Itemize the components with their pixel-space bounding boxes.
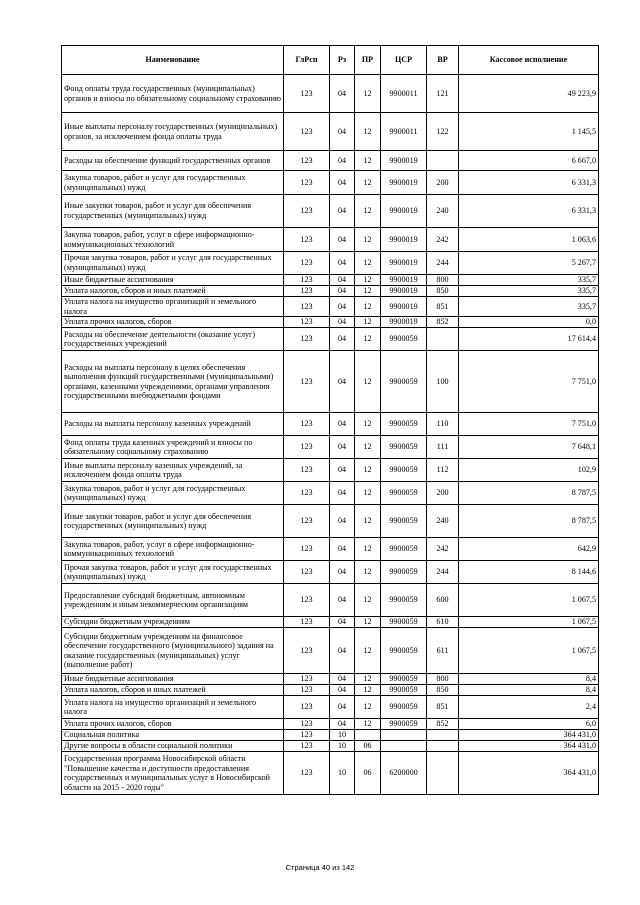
cell-amount: 8,4 [459, 674, 599, 685]
cell-amount: 5 267,7 [459, 252, 599, 275]
cell-name: Иные закупки товаров, работ и услуг для обеспечения государственных (муниципальных) нужд [62, 505, 284, 538]
cell-glrsp: 123 [284, 584, 330, 617]
cell-name: Иные бюджетные ассигнования [62, 674, 284, 685]
cell-rz: 04 [330, 171, 355, 195]
cell-rz: 04 [330, 252, 355, 275]
cell-vr [427, 328, 459, 351]
cell-vr: 800 [427, 275, 459, 286]
cell-csr: 9900059 [381, 538, 427, 561]
cell-amount: 8 787,5 [459, 505, 599, 538]
cell-amount: 102,9 [459, 459, 599, 482]
cell-rz: 04 [330, 317, 355, 328]
cell-pr: 12 [355, 482, 381, 505]
cell-rz: 04 [330, 286, 355, 297]
cell-rz: 04 [330, 275, 355, 286]
cell-vr [427, 730, 459, 741]
cell-amount: 1 067,5 [459, 628, 599, 674]
cell-amount: 335,7 [459, 275, 599, 286]
cell-glrsp: 123 [284, 413, 330, 436]
cell-name: Уплата налогов, сборов и иных платежей [62, 685, 284, 696]
cell-name: Фонд оплаты труда казенных учреждений и взносы по обязательному социальному страхованию [62, 436, 284, 459]
cell-vr: 242 [427, 538, 459, 561]
cell-glrsp: 123 [284, 228, 330, 252]
cell-name: Расходы на выплаты персоналу казенных учреждений [62, 413, 284, 436]
cell-pr: 12 [355, 436, 381, 459]
cell-name: Закупка товаров, работ и услуг для государственных (муниципальных) нужд [62, 171, 284, 195]
cell-rz: 04 [330, 351, 355, 413]
cell-rz: 04 [330, 674, 355, 685]
cell-vr: 610 [427, 617, 459, 628]
cell-name: Расходы на обеспечение деятельности (оказание услуг) государственных учреждений [62, 328, 284, 351]
cell-pr: 12 [355, 505, 381, 538]
cell-glrsp: 123 [284, 297, 330, 317]
cell-vr: 852 [427, 719, 459, 730]
cell-pr: 12 [355, 617, 381, 628]
table-header-row [62, 46, 599, 75]
cell-amount: 335,7 [459, 297, 599, 317]
cell-amount: 2,4 [459, 696, 599, 719]
cell-amount: 335,7 [459, 286, 599, 297]
header-csr: ЦСР [381, 46, 427, 75]
cell-csr: 9900019 [381, 195, 427, 228]
cell-glrsp: 123 [284, 252, 330, 275]
cell-amount: 7 751,0 [459, 413, 599, 436]
cell-csr: 9900059 [381, 413, 427, 436]
cell-csr: 9900019 [381, 275, 427, 286]
cell-csr: 9900059 [381, 351, 427, 413]
cell-csr: 9900019 [381, 171, 427, 195]
cell-name: Иные закупки товаров, работ и услуг для обеспечения государственных (муниципальных) нужд [62, 195, 284, 228]
cell-glrsp: 123 [284, 275, 330, 286]
cell-amount: 1 067,5 [459, 584, 599, 617]
cell-pr: 12 [355, 459, 381, 482]
cell-rz: 04 [330, 696, 355, 719]
cell-amount: 8 787,5 [459, 482, 599, 505]
cell-name: Прочая закупка товаров, работ и услуг для государственных (муниципальных) нужд [62, 561, 284, 584]
cell-name: Уплата прочих налогов, сборов [62, 317, 284, 328]
table-row [62, 617, 599, 628]
cell-glrsp: 123 [284, 436, 330, 459]
table-row [62, 413, 599, 436]
cell-csr: 9900059 [381, 505, 427, 538]
cell-csr: 9900059 [381, 628, 427, 674]
cell-rz: 04 [330, 113, 355, 151]
cell-vr: 850 [427, 286, 459, 297]
cell-vr: 200 [427, 171, 459, 195]
cell-glrsp: 123 [284, 505, 330, 538]
cell-pr: 12 [355, 151, 381, 171]
cell-pr: 12 [355, 561, 381, 584]
table-row [62, 538, 599, 561]
table-row [62, 75, 599, 113]
cell-rz: 04 [330, 617, 355, 628]
cell-rz: 04 [330, 584, 355, 617]
cell-amount: 6 331,3 [459, 171, 599, 195]
cell-pr: 12 [355, 195, 381, 228]
cell-glrsp: 123 [284, 696, 330, 719]
cell-pr: 12 [355, 171, 381, 195]
cell-name: Государственная программа Новосибирской области "Повышение качества и доступности предоставления государственных и муниципальных услуг в Новосибирской области на 2015 - 2020 годы" [62, 752, 284, 795]
cell-amount: 364 431,0 [459, 752, 599, 795]
cell-csr: 9900059 [381, 685, 427, 696]
table-row [62, 752, 599, 795]
cell-pr: 12 [355, 628, 381, 674]
cell-pr: 12 [355, 317, 381, 328]
cell-csr [381, 730, 427, 741]
table-row [62, 151, 599, 171]
cell-vr: 244 [427, 561, 459, 584]
cell-glrsp: 123 [284, 113, 330, 151]
cell-rz: 10 [330, 730, 355, 741]
cell-rz: 04 [330, 195, 355, 228]
cell-pr: 12 [355, 696, 381, 719]
cell-amount: 17 614,4 [459, 328, 599, 351]
cell-csr: 9900059 [381, 584, 427, 617]
table-row [62, 328, 599, 351]
cell-vr [427, 741, 459, 752]
cell-csr: 9900019 [381, 286, 427, 297]
cell-csr: 9900059 [381, 617, 427, 628]
table-row [62, 561, 599, 584]
cell-amount: 642,9 [459, 538, 599, 561]
cell-rz: 04 [330, 297, 355, 317]
cell-rz: 04 [330, 413, 355, 436]
cell-rz: 04 [330, 459, 355, 482]
cell-csr: 9900059 [381, 436, 427, 459]
cell-name: Уплата налогов, сборов и иных платежей [62, 286, 284, 297]
cell-glrsp: 123 [284, 328, 330, 351]
cell-pr: 12 [355, 275, 381, 286]
cell-pr: 12 [355, 252, 381, 275]
header-pr: ПР [355, 46, 381, 75]
cell-glrsp: 123 [284, 482, 330, 505]
cell-amount: 6 667,0 [459, 151, 599, 171]
cell-amount: 1 063,6 [459, 228, 599, 252]
cell-csr: 9900059 [381, 719, 427, 730]
cell-name: Иные выплаты персоналу казенных учреждений, за исключением фонда оплаты труда [62, 459, 284, 482]
cell-vr: 121 [427, 75, 459, 113]
cell-amount: 8,4 [459, 685, 599, 696]
table-row [62, 297, 599, 317]
cell-amount: 0,0 [459, 317, 599, 328]
cell-glrsp: 123 [284, 730, 330, 741]
cell-name: Закупка товаров, работ и услуг для государственных (муниципальных) нужд [62, 482, 284, 505]
cell-rz: 04 [330, 328, 355, 351]
table-row [62, 252, 599, 275]
table-row [62, 113, 599, 151]
cell-pr: 12 [355, 75, 381, 113]
cell-name: Уплата налога на имущество организаций и земельного налога [62, 297, 284, 317]
cell-vr [427, 752, 459, 795]
table-row [62, 505, 599, 538]
table-row [62, 275, 599, 286]
cell-glrsp: 123 [284, 195, 330, 228]
cell-vr: 244 [427, 252, 459, 275]
cell-name: Уплата налога на имущество организаций и земельного налога [62, 696, 284, 719]
cell-pr: 12 [355, 351, 381, 413]
header-glrsp: ГлРсп [284, 46, 330, 75]
cell-name: Иные бюджетные ассигнования [62, 275, 284, 286]
cell-amount: 364 431,0 [459, 741, 599, 752]
table-row [62, 584, 599, 617]
cell-vr: 240 [427, 195, 459, 228]
cell-amount: 7 751,0 [459, 351, 599, 413]
cell-csr: 9900059 [381, 459, 427, 482]
cell-name: Социальная политика [62, 730, 284, 741]
table-row [62, 482, 599, 505]
cell-pr: 12 [355, 685, 381, 696]
cell-amount: 7 648,1 [459, 436, 599, 459]
cell-vr: 852 [427, 317, 459, 328]
cell-rz: 04 [330, 75, 355, 113]
table-row [62, 459, 599, 482]
cell-csr: 9900011 [381, 75, 427, 113]
cell-pr [355, 730, 381, 741]
cell-amount: 6 331,3 [459, 195, 599, 228]
cell-amount: 6,0 [459, 719, 599, 730]
cell-name: Расходы на выплаты персоналу в целях обеспечения выполнения функций государственными (муниципальными) органами, казенными учреждениями, органами управления государственными внебюджетными фондами [62, 351, 284, 413]
cell-name: Предоставление субсидий бюджетным, автономным учреждениям и иным некоммерческим организациям [62, 584, 284, 617]
cell-vr: 851 [427, 696, 459, 719]
cell-rz: 04 [330, 228, 355, 252]
cell-rz: 04 [330, 719, 355, 730]
cell-pr: 12 [355, 674, 381, 685]
cell-pr: 12 [355, 413, 381, 436]
cell-vr: 242 [427, 228, 459, 252]
cell-csr: 9900059 [381, 561, 427, 584]
table-row [62, 436, 599, 459]
cell-glrsp: 123 [284, 674, 330, 685]
table-row [62, 317, 599, 328]
table-row [62, 351, 599, 413]
cell-rz: 04 [330, 482, 355, 505]
cell-csr: 9900019 [381, 252, 427, 275]
cell-name: Иные выплаты персоналу государственных (муниципальных) органов, за исключением фонда оплаты труда [62, 113, 284, 151]
cell-glrsp: 123 [284, 752, 330, 795]
cell-glrsp: 123 [284, 286, 330, 297]
cell-rz: 04 [330, 151, 355, 171]
cell-amount: 49 223,9 [459, 75, 599, 113]
cell-pr: 12 [355, 719, 381, 730]
table-row [62, 741, 599, 752]
header-amount: Кассовое исполнение [459, 46, 599, 75]
cell-vr: 800 [427, 674, 459, 685]
cell-csr: 9900059 [381, 674, 427, 685]
table-body [62, 75, 599, 795]
cell-glrsp: 123 [284, 719, 330, 730]
cell-name: Фонд оплаты труда государственных (муниципальных) органов и взносы по обязательному социальному страхованию [62, 75, 284, 113]
cell-amount: 1 067,5 [459, 617, 599, 628]
cell-pr: 06 [355, 752, 381, 795]
cell-name: Закупка товаров, работ, услуг в сфере информационно-коммуникационных технологий [62, 228, 284, 252]
cell-rz: 04 [330, 436, 355, 459]
cell-name: Субсидии бюджетным учреждениям [62, 617, 284, 628]
table-row [62, 228, 599, 252]
cell-name: Уплата прочих налогов, сборов [62, 719, 284, 730]
cell-vr: 611 [427, 628, 459, 674]
cell-amount: 364 431,0 [459, 730, 599, 741]
cell-csr: 9900059 [381, 328, 427, 351]
cell-name: Расходы на обеспечение функций государственных органов [62, 151, 284, 171]
cell-csr: 9900011 [381, 113, 427, 151]
cell-name: Другие вопросы в области социальной политики [62, 741, 284, 752]
cell-vr: 122 [427, 113, 459, 151]
budget-execution-table [61, 45, 599, 795]
cell-rz: 10 [330, 752, 355, 795]
cell-pr: 12 [355, 584, 381, 617]
cell-glrsp: 123 [284, 459, 330, 482]
cell-vr: 850 [427, 685, 459, 696]
table-row [62, 730, 599, 741]
cell-rz: 10 [330, 741, 355, 752]
cell-pr: 12 [355, 328, 381, 351]
table-row [62, 719, 599, 730]
cell-csr: 9900019 [381, 317, 427, 328]
cell-pr: 12 [355, 228, 381, 252]
cell-glrsp: 123 [284, 351, 330, 413]
cell-csr: 9900059 [381, 696, 427, 719]
cell-csr: 6200000 [381, 752, 427, 795]
cell-glrsp: 123 [284, 171, 330, 195]
table-row [62, 286, 599, 297]
table-row [62, 195, 599, 228]
cell-vr: 851 [427, 297, 459, 317]
cell-glrsp: 123 [284, 75, 330, 113]
cell-csr: 9900019 [381, 151, 427, 171]
cell-vr: 600 [427, 584, 459, 617]
cell-pr: 12 [355, 286, 381, 297]
table-row [62, 171, 599, 195]
cell-name: Субсидии бюджетным учреждениям на финансовое обеспечение государственного (муниципального) задания на оказание государственных (муниципальных) услуг (выполнение работ) [62, 628, 284, 674]
cell-amount: 1 145,5 [459, 113, 599, 151]
cell-rz: 04 [330, 538, 355, 561]
cell-name: Закупка товаров, работ, услуг в сфере информационно-коммуникационных технологий [62, 538, 284, 561]
cell-csr [381, 741, 427, 752]
table-row [62, 696, 599, 719]
cell-vr [427, 151, 459, 171]
cell-csr: 9900019 [381, 297, 427, 317]
page-number: Страница 40 из 142 [285, 863, 355, 872]
cell-name: Прочая закупка товаров, работ и услуг для государственных (муниципальных) нужд [62, 252, 284, 275]
cell-pr: 12 [355, 538, 381, 561]
cell-glrsp: 123 [284, 538, 330, 561]
cell-glrsp: 123 [284, 741, 330, 752]
cell-pr: 12 [355, 297, 381, 317]
cell-csr: 9900019 [381, 228, 427, 252]
cell-rz: 04 [330, 505, 355, 538]
cell-glrsp: 123 [284, 617, 330, 628]
table-row [62, 685, 599, 696]
header-vr: ВР [427, 46, 459, 75]
table-row [62, 674, 599, 685]
cell-glrsp: 123 [284, 317, 330, 328]
cell-vr: 100 [427, 351, 459, 413]
cell-glrsp: 123 [284, 151, 330, 171]
table-row [62, 628, 599, 674]
header-rz: Рз [330, 46, 355, 75]
cell-vr: 112 [427, 459, 459, 482]
cell-pr: 12 [355, 113, 381, 151]
cell-vr: 111 [427, 436, 459, 459]
cell-vr: 200 [427, 482, 459, 505]
cell-glrsp: 123 [284, 685, 330, 696]
cell-vr: 240 [427, 505, 459, 538]
cell-rz: 04 [330, 561, 355, 584]
cell-rz: 04 [330, 685, 355, 696]
cell-vr: 110 [427, 413, 459, 436]
cell-amount: 8 144,6 [459, 561, 599, 584]
cell-glrsp: 123 [284, 561, 330, 584]
header-name: Наименование [62, 46, 284, 75]
cell-pr: 06 [355, 741, 381, 752]
cell-rz: 04 [330, 628, 355, 674]
cell-csr: 9900059 [381, 482, 427, 505]
cell-glrsp: 123 [284, 628, 330, 674]
